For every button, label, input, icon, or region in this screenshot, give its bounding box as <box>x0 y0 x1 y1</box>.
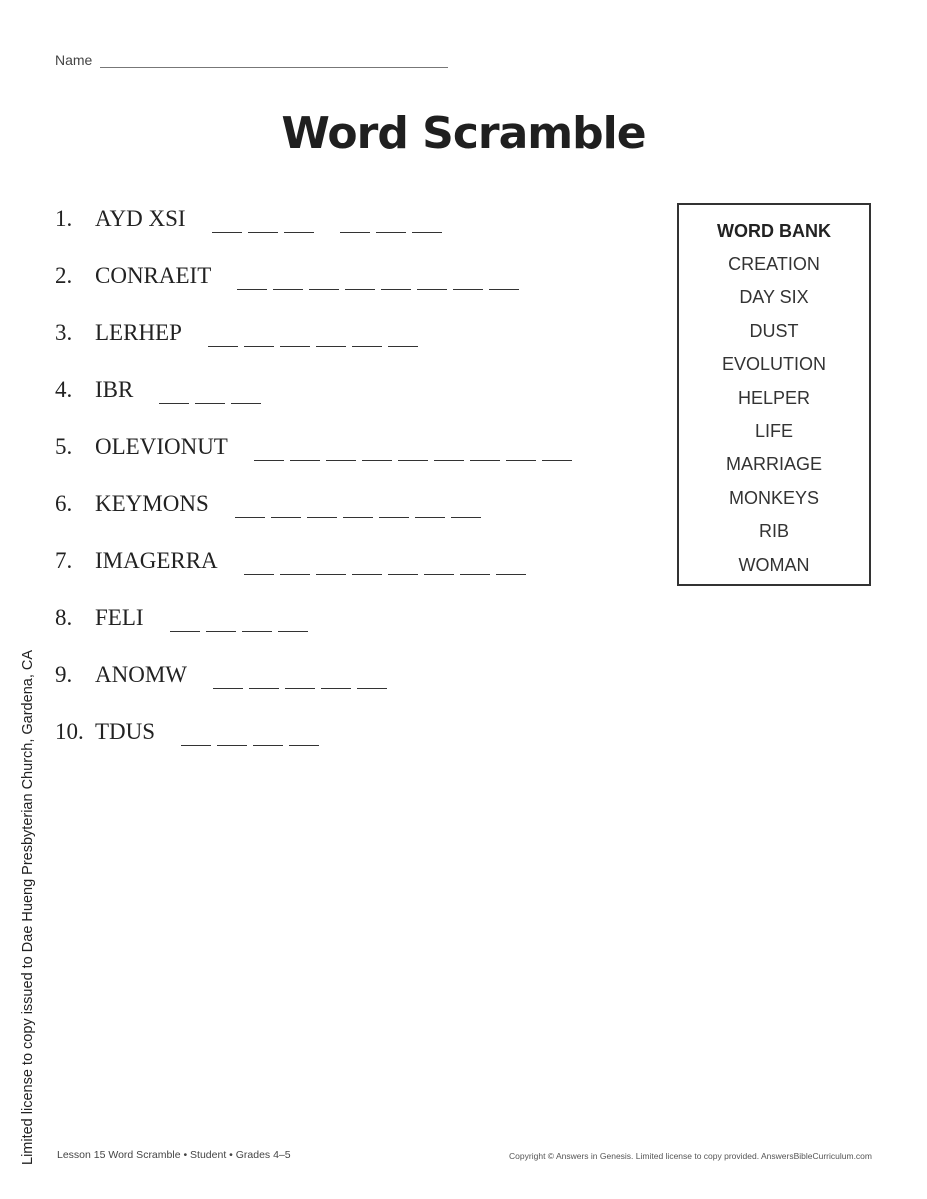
word-bank-item: MONKEYS <box>728 487 820 508</box>
letter-blank[interactable] <box>284 204 314 233</box>
letter-blank[interactable] <box>170 603 200 632</box>
word-bank-item: DAY SIX <box>739 287 809 308</box>
letter-blank[interactable] <box>237 261 267 290</box>
answer-blanks[interactable] <box>212 203 448 233</box>
letter-blank[interactable] <box>340 204 370 233</box>
letter-blank[interactable] <box>195 375 225 404</box>
answer-blanks[interactable] <box>244 545 532 575</box>
letter-blank[interactable] <box>208 318 238 347</box>
question-item <box>55 374 578 431</box>
question-number: 9. <box>55 662 73 687</box>
letter-blank[interactable] <box>290 432 320 461</box>
question-number: 8. <box>55 605 73 630</box>
name-label: Name <box>55 52 93 68</box>
letter-blank[interactable] <box>343 489 373 518</box>
letter-blank[interactable] <box>542 432 572 461</box>
question-list <box>55 203 578 773</box>
letter-blank[interactable] <box>362 432 392 461</box>
scrambled-word: FELI <box>95 605 144 630</box>
scrambled-word: IBR <box>95 377 134 402</box>
letter-blank[interactable] <box>326 432 356 461</box>
letter-blank[interactable] <box>376 204 406 233</box>
letter-blank[interactable] <box>424 546 454 575</box>
question-number: 4. <box>55 377 73 402</box>
letter-blank[interactable] <box>244 318 274 347</box>
word-bank-title: WORD BANK <box>717 221 831 241</box>
word-bank <box>677 203 871 586</box>
letter-blank[interactable] <box>242 603 272 632</box>
letter-blank[interactable] <box>496 546 526 575</box>
footer-lesson-info: Lesson 15 Word Scramble • Student • Grades 4–5 <box>57 1149 291 1161</box>
word-bank-item: CREATION <box>728 254 820 274</box>
question-number: 6. <box>55 491 73 516</box>
scrambled-word: LERHEP <box>95 320 182 345</box>
footer-copyright: Copyright © Answers in Genesis. Limited license to copy provided. AnswersBibleCurriculum.com <box>509 1151 872 1161</box>
letter-blank[interactable] <box>321 660 351 689</box>
word-bank-item: WOMAN <box>738 554 810 575</box>
letter-blank[interactable] <box>289 717 319 746</box>
letter-blank[interactable] <box>309 261 339 290</box>
side-license-text: Limited license to copy issued to Dae Hueng Presbyterian Church, Gardena, CA <box>20 649 36 1165</box>
word-bank-item: RIB <box>758 521 789 542</box>
letter-blank[interactable] <box>470 432 500 461</box>
question-item <box>55 431 578 488</box>
scrambled-word: CONRAEIT <box>95 263 212 288</box>
scrambled-word: TDUS <box>95 719 156 744</box>
answer-blanks[interactable] <box>213 659 393 689</box>
question-item <box>55 260 578 317</box>
question-number: 1. <box>55 206 73 231</box>
question-number: 7. <box>55 548 73 573</box>
letter-blank[interactable] <box>415 489 445 518</box>
letter-blank[interactable] <box>217 717 247 746</box>
answer-blanks[interactable] <box>237 260 525 290</box>
letter-blank[interactable] <box>417 261 447 290</box>
question-item <box>55 488 578 545</box>
question-item <box>55 545 578 602</box>
letter-blank[interactable] <box>412 204 442 233</box>
letter-blank[interactable] <box>271 489 301 518</box>
word-bank-item: DUST <box>749 320 799 341</box>
letter-blank[interactable] <box>248 204 278 233</box>
letter-blank[interactable] <box>345 261 375 290</box>
answer-blanks[interactable] <box>254 431 578 461</box>
letter-blank[interactable] <box>381 261 411 290</box>
letter-blank[interactable] <box>254 432 284 461</box>
answer-blanks[interactable] <box>159 374 267 404</box>
letter-blank[interactable] <box>278 603 308 632</box>
letter-blank[interactable] <box>273 261 303 290</box>
letter-blank[interactable] <box>379 489 409 518</box>
word-bank-item: HELPER <box>737 387 811 408</box>
name-field-line[interactable] <box>100 67 448 68</box>
letter-blank[interactable] <box>307 489 337 518</box>
letter-blank[interactable] <box>388 546 418 575</box>
page-title: Word Scramble <box>281 108 646 159</box>
letter-blank[interactable] <box>280 546 310 575</box>
question-item <box>55 716 578 773</box>
letter-blank[interactable] <box>212 204 242 233</box>
letter-blank[interactable] <box>285 660 315 689</box>
letter-blank[interactable] <box>231 375 261 404</box>
word-bank-item: LIFE <box>754 421 793 442</box>
letter-blank[interactable] <box>253 717 283 746</box>
scrambled-word: OLEVIONUT <box>95 434 228 459</box>
word-bank-item: MARRIAGE <box>725 454 822 475</box>
letter-blank[interactable] <box>249 660 279 689</box>
letter-blank[interactable] <box>357 660 387 689</box>
letter-blank[interactable] <box>453 261 483 290</box>
question-number: 2. <box>55 263 73 288</box>
letter-blank[interactable] <box>489 261 519 290</box>
letter-blank[interactable] <box>506 432 536 461</box>
answer-blanks[interactable] <box>170 602 314 632</box>
letter-blank[interactable] <box>434 432 464 461</box>
letter-blank[interactable] <box>316 546 346 575</box>
question-number: 10. <box>55 719 84 744</box>
letter-blank[interactable] <box>244 546 274 575</box>
scrambled-word: ANOMW <box>95 662 187 687</box>
letter-blank[interactable] <box>352 318 382 347</box>
letter-blank[interactable] <box>316 318 346 347</box>
letter-blank[interactable] <box>388 318 418 347</box>
scrambled-word: KEYMONS <box>95 491 209 516</box>
scrambled-word: IMAGERRA <box>95 548 218 573</box>
word-bank-list <box>679 248 869 582</box>
letter-blank[interactable] <box>206 603 236 632</box>
letter-blank[interactable] <box>181 717 211 746</box>
answer-blanks[interactable] <box>235 488 487 518</box>
question-item <box>55 317 578 374</box>
question-number: 5. <box>55 434 73 459</box>
question-number: 3. <box>55 320 73 345</box>
letter-blank[interactable] <box>280 318 310 347</box>
letter-blank[interactable] <box>398 432 428 461</box>
letter-blank[interactable] <box>451 489 481 518</box>
question-item <box>55 659 578 716</box>
answer-blanks[interactable] <box>181 716 325 746</box>
letter-blank[interactable] <box>460 546 490 575</box>
question-item <box>55 203 578 260</box>
letter-blank[interactable] <box>352 546 382 575</box>
answer-blanks[interactable] <box>208 317 424 347</box>
letter-blank[interactable] <box>213 660 243 689</box>
letter-blank[interactable] <box>159 375 189 404</box>
question-item <box>55 602 578 659</box>
scrambled-word: AYD XSI <box>95 206 186 231</box>
word-bank-item: EVOLUTION <box>721 354 827 375</box>
letter-blank[interactable] <box>235 489 265 518</box>
